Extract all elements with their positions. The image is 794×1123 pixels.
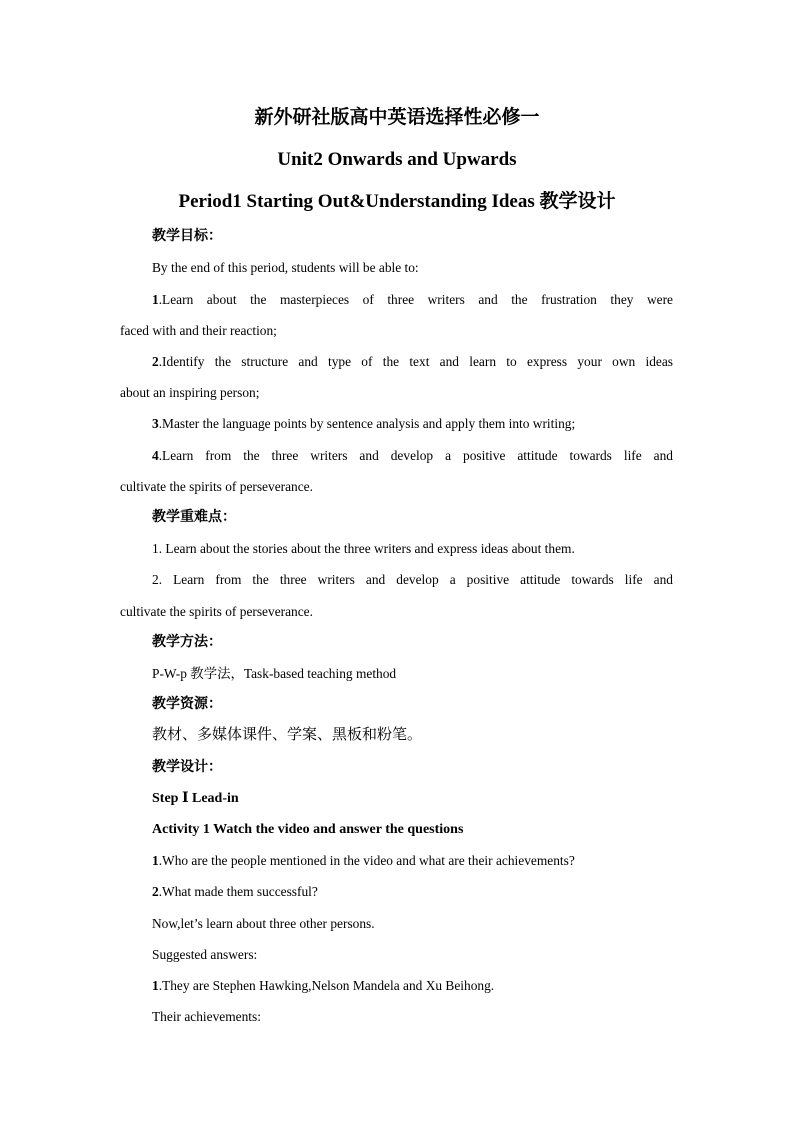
objective-1-line1 — [152, 290, 673, 310]
objective-number: 4 — [152, 448, 159, 463]
key-point-2-line1: 2. Learn from the three writers and develop a positive attitude towards life and — [152, 572, 673, 587]
objective-number: 2 — [152, 354, 159, 369]
step-1-heading: Step Ⅰ Lead-in — [152, 791, 239, 806]
objective-number: 3 — [152, 416, 159, 431]
question-text: .What made them successful? — [158, 884, 318, 899]
question-2 — [152, 882, 318, 902]
resources-heading: 教学资源： — [152, 697, 222, 712]
key-points-heading: 教学重难点： — [152, 510, 236, 525]
objective-4-line2: cultivate the spirits of perseverance. — [120, 479, 313, 494]
methods-heading: 教学方法： — [152, 635, 222, 650]
objective-text: .Learn from the three writers and develop a positive attitude towards life and — [158, 448, 673, 463]
objectives-heading: 教学目标： — [152, 229, 222, 244]
question-text: .Who are the people mentioned in the video and what are their achievements? — [158, 853, 575, 868]
question-1 — [152, 851, 575, 871]
key-point-2-line2: cultivate the spirits of perseverance. — [120, 604, 313, 619]
achievements-label: Their achievements: — [152, 1009, 261, 1024]
methods-text: P-W-p 教学法，Task-based teaching method — [152, 666, 397, 681]
objective-2-line1 — [152, 352, 673, 372]
objective-4-line1 — [152, 446, 673, 466]
activity-1-heading: Activity 1 Watch the video and answer the questions — [152, 822, 464, 837]
resources-text: 教材、多媒体课件、学案、黑板和粉笔。 — [152, 727, 423, 743]
unit-title: Unit2 Onwards and Upwards — [277, 149, 517, 170]
answer-text: .They are Stephen Hawking,Nelson Mandela and Xu Beihong. — [158, 978, 495, 993]
objective-1-line2: faced with and their reaction; — [120, 323, 277, 338]
design-heading: 教学设计： — [152, 760, 222, 775]
suggested-answers-label: Suggested answers: — [152, 947, 258, 962]
objective-3-line1 — [152, 414, 575, 434]
document-title: 新外研社版高中英语选择性必修一 — [254, 107, 540, 128]
objective-text: .Identify the structure and type of the text and learn to express your own ideas — [158, 354, 673, 369]
answer-1 — [152, 976, 494, 996]
objective-number: 1 — [152, 292, 159, 307]
answer-number: 1 — [152, 978, 159, 993]
objectives-intro: By the end of this period, students will be able to: — [152, 260, 419, 275]
period-title: Period1 Starting Out&Understanding Ideas 教学设计 — [178, 191, 616, 212]
question-number: 1 — [152, 853, 159, 868]
key-point-1: 1. Learn about the stories about the three writers and express ideas about them. — [152, 541, 575, 556]
transition-text: Now,let’s learn about three other persons. — [152, 916, 375, 931]
question-number: 2 — [152, 884, 159, 899]
objective-2-line2: about an inspiring person; — [120, 385, 260, 400]
objective-text: .Master the language points by sentence analysis and apply them into writing; — [158, 416, 576, 431]
objective-text: .Learn about the masterpieces of three writers and the frustration they were — [158, 292, 673, 307]
